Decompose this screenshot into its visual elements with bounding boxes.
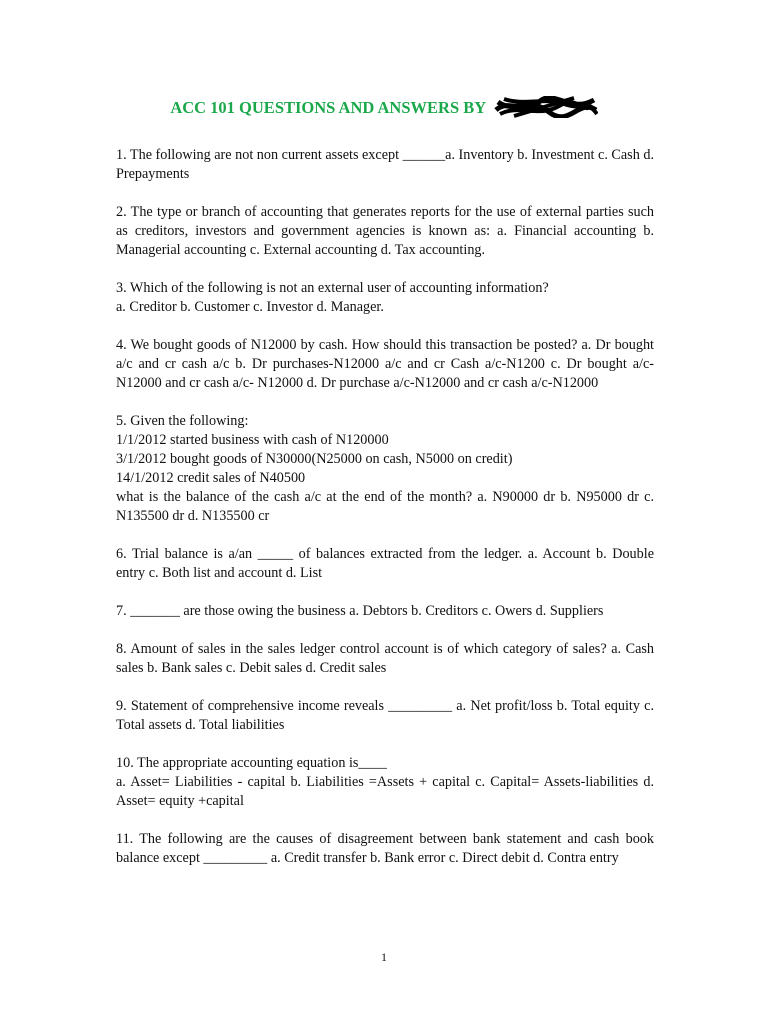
question-3-text: 3. Which of the following is not an external user of accounting information? bbox=[116, 280, 549, 296]
question-5-line-3: 14/1/2012 credit sales of N40500 bbox=[116, 470, 306, 486]
question-3 bbox=[116, 279, 654, 317]
question-10 bbox=[116, 754, 654, 811]
question-1: 1. The following are not non current assets except ______a. Inventory b. Investment c. Cash d. Prepayments bbox=[116, 147, 654, 182]
question-7: 7. _______ are those owing the business a. Debtors b. Creditors c. Owers d. Suppliers bbox=[116, 603, 604, 619]
question-10-text: 10. The appropriate accounting equation is____ bbox=[116, 755, 387, 771]
question-10-options: a. Asset= Liabilities - capital b. Liabilities =Assets + capital c. Capital= Assets-liabilities d. Asset= equity +capital bbox=[116, 774, 654, 809]
question-4: 4. We bought goods of N12000 by cash. How should this transaction be posted? a. Dr bought a/c and cr cash a/c b. Dr purchases-N12000 a/c and cr Cash a/c-N1200 c. Dr bought a/c-N12000 and cr cash a/c- N12000 d. Dr purchase a/c-N12000 and cr cash a/c-N12000 bbox=[116, 337, 654, 391]
question-5-line-4: what is the balance of the cash a/c at the end of the month? a. N90000 dr b. N95000 dr c. N135500 dr d. N135500 cr bbox=[116, 489, 654, 524]
question-9: 9. Statement of comprehensive income reveals _________ a. Net profit/loss b. Total equity c. Total assets d. Total liabilities bbox=[116, 698, 654, 733]
question-6: 6. Trial balance is a/an _____ of balances extracted from the ledger. a. Account b. Double entry c. Both list and account d. List bbox=[116, 546, 654, 581]
question-list bbox=[116, 146, 654, 887]
title-text: ACC 101 QUESTIONS AND ANSWERS BY bbox=[170, 98, 486, 117]
redaction-scribble bbox=[494, 96, 598, 118]
document-title bbox=[0, 96, 768, 118]
question-3-options: a. Creditor b. Customer c. Investor d. Manager. bbox=[116, 299, 384, 315]
question-5 bbox=[116, 412, 654, 526]
question-5-line-1: 1/1/2012 started business with cash of N120000 bbox=[116, 432, 389, 448]
question-11: 11. The following are the causes of disagreement between bank statement and cash book balance except _________ a. Credit transfer b. Bank error c. Direct debit d. Contra entry bbox=[116, 831, 654, 866]
page-number: 1 bbox=[381, 950, 387, 964]
question-8: 8. Amount of sales in the sales ledger control account is of which category of sales? a. Cash sales b. Bank sales c. Debit sales d. Credit sales bbox=[116, 641, 654, 676]
question-2: 2. The type or branch of accounting that generates reports for the use of external parties such as creditors, investors and government agencies is known as: a. Financial accounting b. Managerial accounting c. External accounting d. Tax accounting. bbox=[116, 204, 654, 258]
question-5-line-2: 3/1/2012 bought goods of N30000(N25000 on cash, N5000 on credit) bbox=[116, 451, 513, 467]
question-5-text: 5. Given the following: bbox=[116, 413, 249, 429]
